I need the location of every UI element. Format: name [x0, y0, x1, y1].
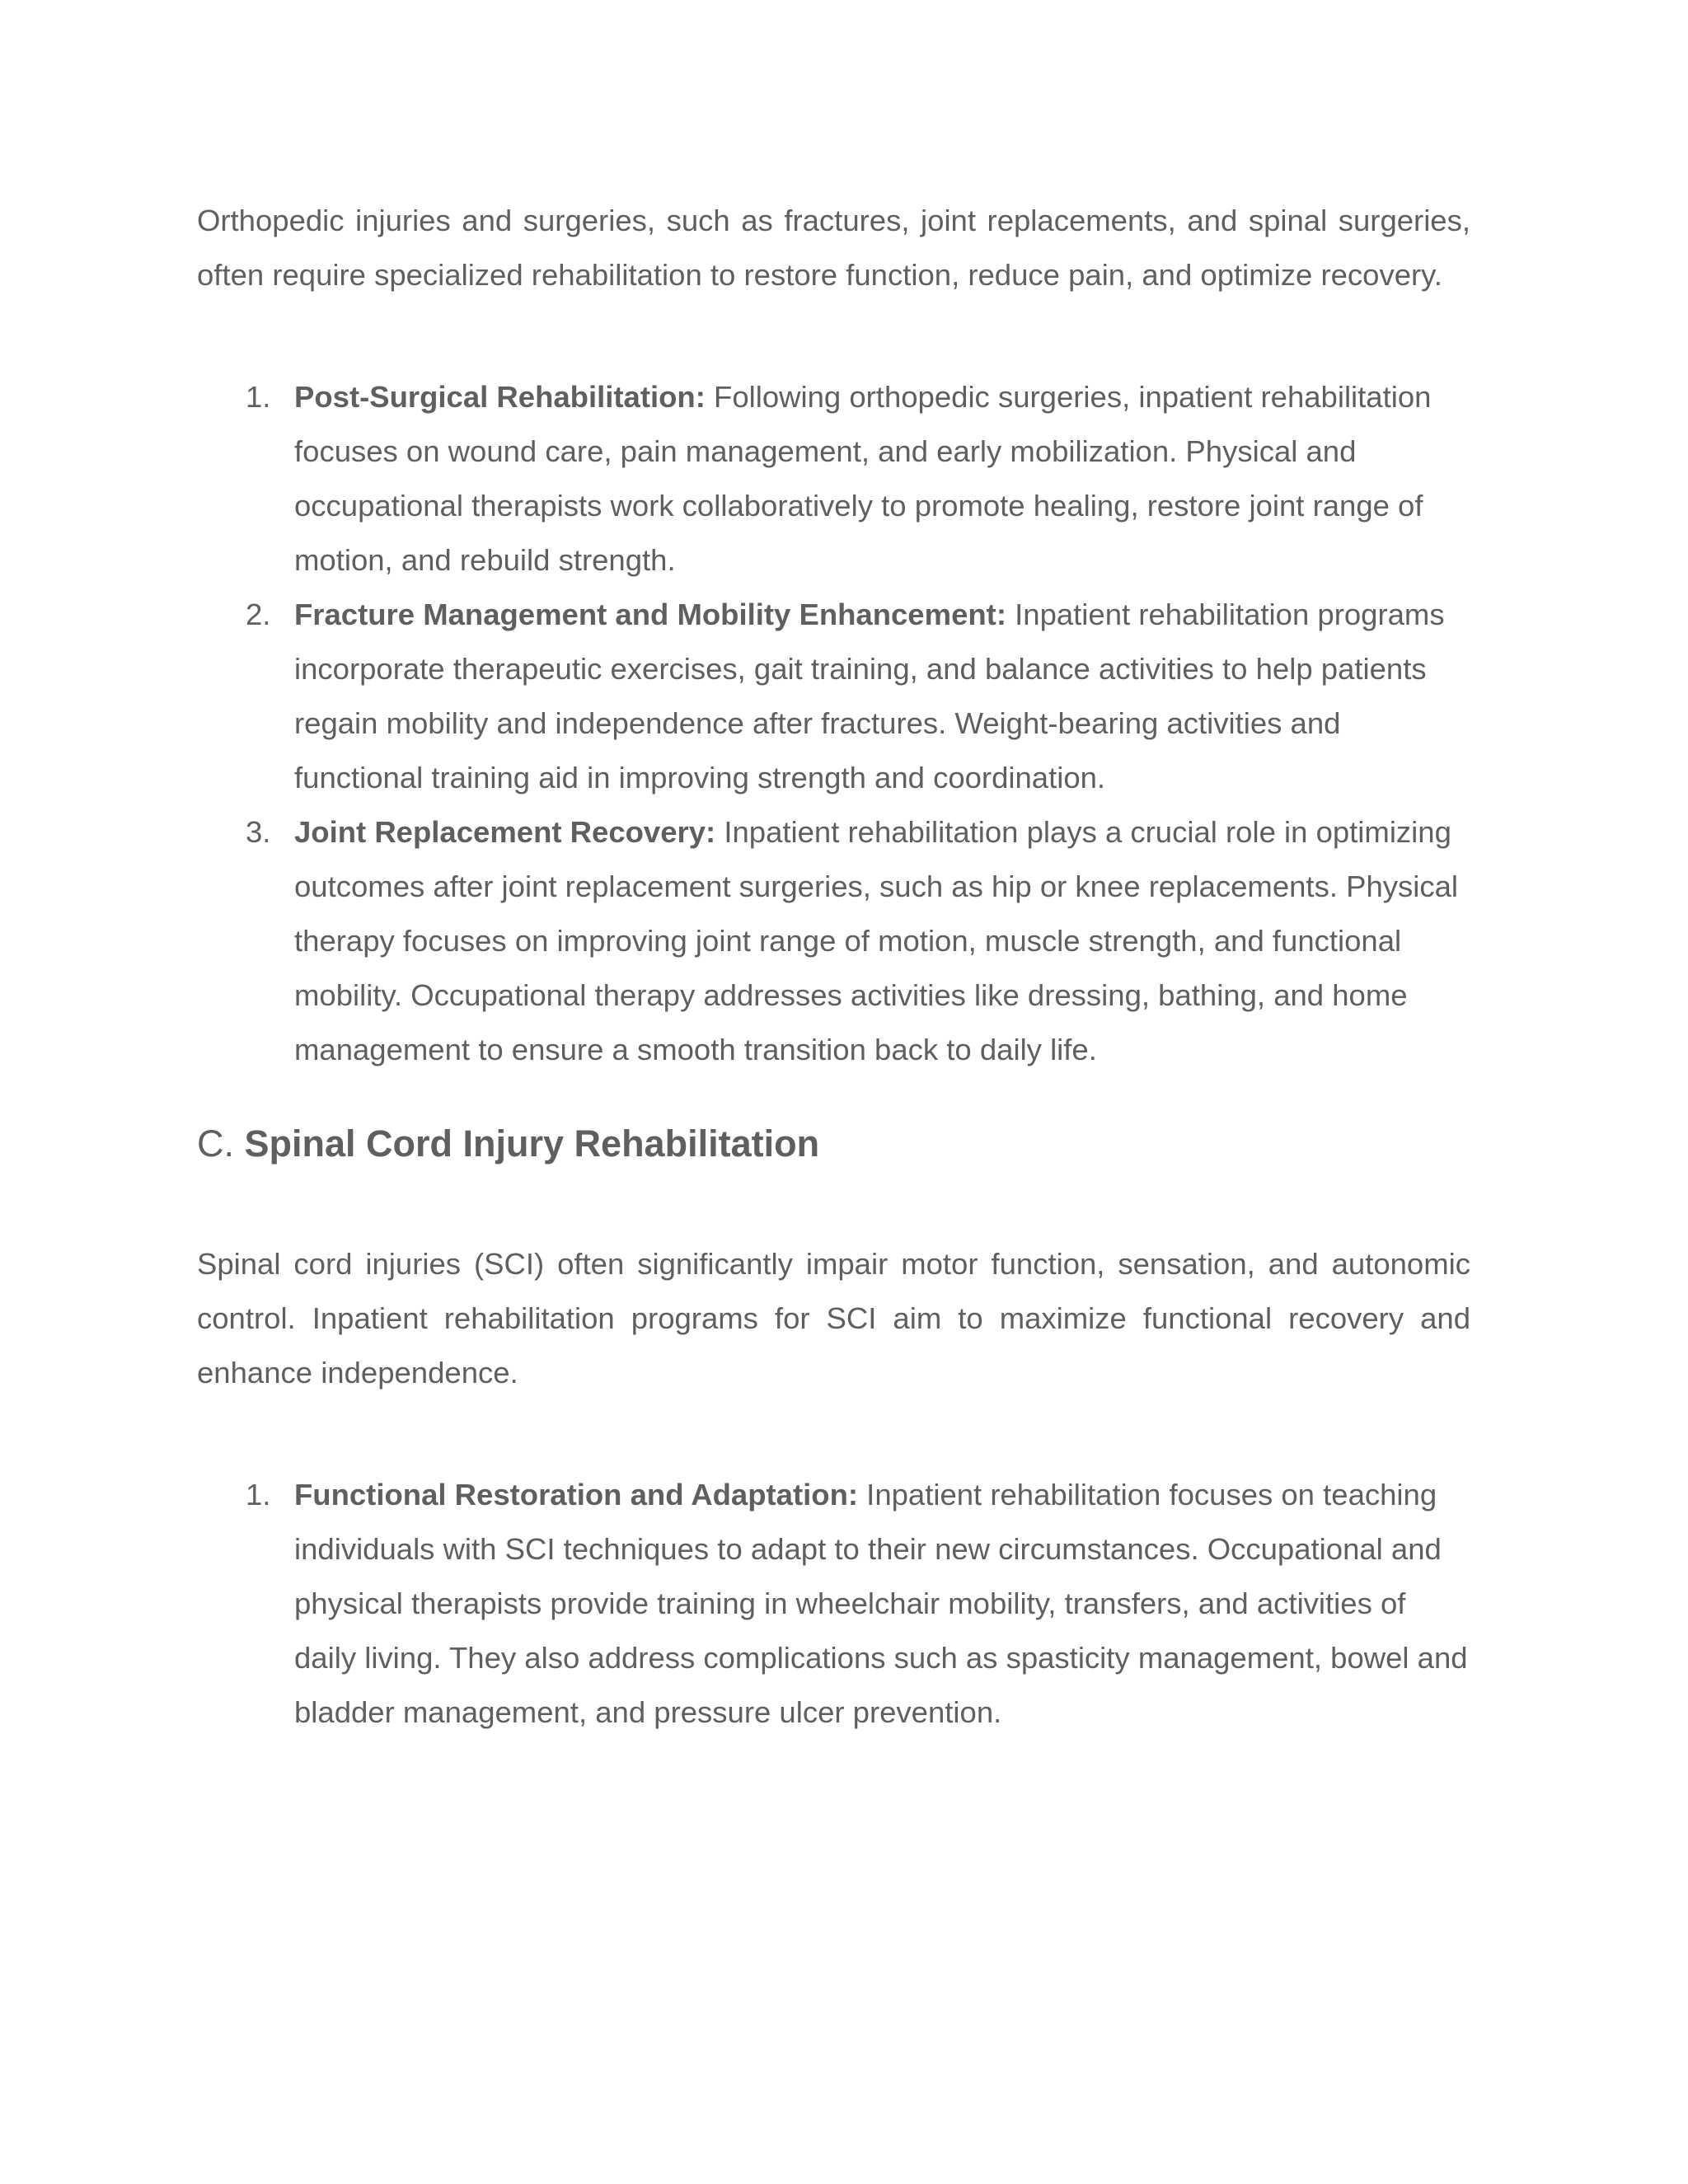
list-item-number: 1.: [246, 1478, 271, 1511]
list-item-title: Fracture Management and Mobility Enhancement:: [294, 598, 1006, 631]
section-heading: [197, 1117, 1470, 1171]
list-item: [197, 1468, 1470, 1740]
list-item-number: 3.: [246, 815, 271, 849]
section-heading-prefix: C.: [197, 1122, 245, 1165]
list-item-text: Inpatient rehabilitation plays a crucial role in optimizing outcomes after joint replacement surgeries, such as hip or knee replacements. Physical therapy focuses on improving joint range of motion, muscle strength, and functional mobility. Occupational therapy addresses activities like dressing, bathing, and home management to ensure a smooth transition back to daily life.: [294, 815, 1459, 1066]
list-item-number: 1.: [246, 380, 271, 414]
sci-paragraph: Spinal cord injuries (SCI) often significantly impair motor function, sensation, and autonomic control. Inpatient rehabilitation programs for SCI aim to maximize functional recovery and enhance independence.: [197, 1247, 1470, 1390]
sci-list: [197, 1468, 1470, 1740]
list-item-number: 2.: [246, 598, 271, 631]
list-item-title: Functional Restoration and Adaptation:: [294, 1478, 859, 1511]
list-item-title: Joint Replacement Recovery:: [294, 815, 716, 849]
list-item-text: Following orthopedic surgeries, inpatient rehabilitation focuses on wound care, pain management, and early mobilization. Physical and occupational therapists work collaboratively to promote healing, restore joint range of motion, and rebuild strength.: [294, 380, 1432, 577]
list-item-text: Inpatient rehabilitation programs incorporate therapeutic exercises, gait training, and balance activities to help patients regain mobility and independence after fractures. Weight-bearing activities and functional training aid in improving strength and coordination.: [294, 598, 1445, 794]
list-item: [197, 588, 1470, 805]
section-heading-title: Spinal Cord Injury Rehabilitation: [244, 1122, 820, 1165]
document-page: [197, 194, 1470, 1740]
list-item-text: Inpatient rehabilitation focuses on teaching individuals with SCI techniques to adapt to their new circumstances. Occupational and physical therapists provide training in wheelchair mobility, transfers, and activities of daily living. They also address complications such as spasticity management, bowel and bladder management, and pressure ulcer prevention.: [294, 1478, 1468, 1729]
intro-paragraph: Orthopedic injuries and surgeries, such as fractures, joint replacements, and spinal surgeries, often require specialized rehabilitation to restore function, reduce pain, and optimize recovery.: [197, 204, 1470, 292]
list-item: [197, 370, 1470, 588]
list-item: [197, 805, 1470, 1077]
list-item-title: Post-Surgical Rehabilitation:: [294, 380, 706, 414]
orthopedic-list: [197, 370, 1470, 1077]
